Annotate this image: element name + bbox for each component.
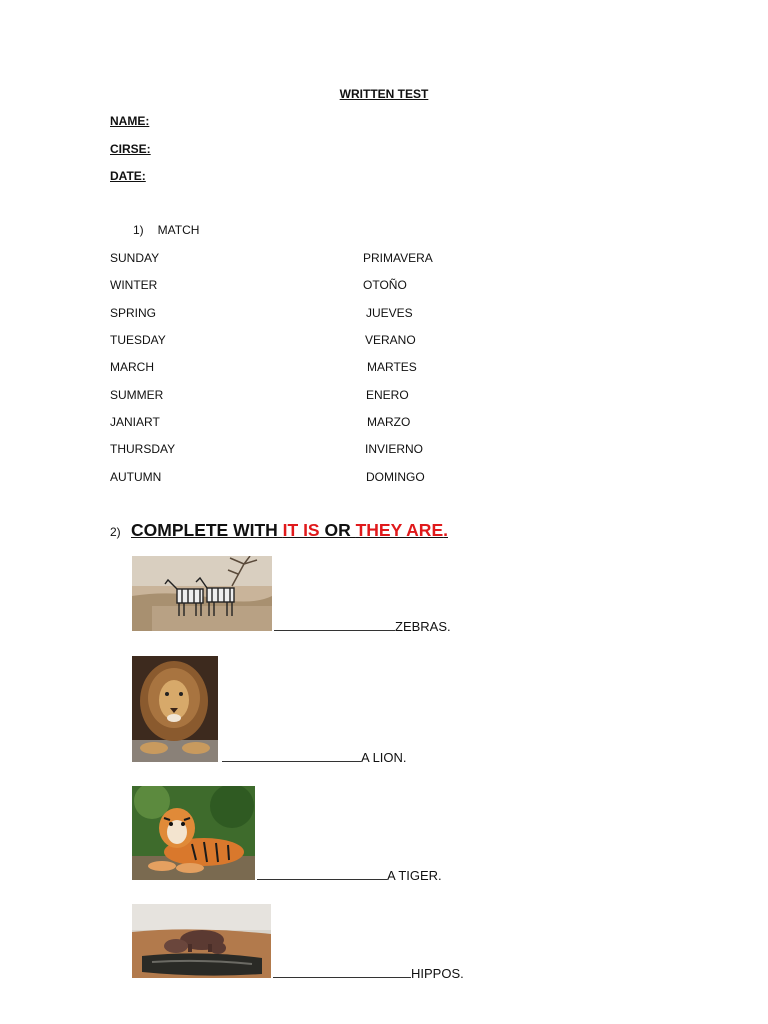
match-left-item: JANIART	[110, 415, 160, 429]
answer-line-lion	[222, 749, 407, 765]
heading-text: OR	[319, 520, 356, 540]
match-left-item: AUTUMN	[110, 470, 162, 484]
match-right-item: ENERO	[366, 388, 409, 402]
heading-they-are: THEY ARE	[355, 520, 444, 540]
match-left-item: WINTER	[110, 278, 158, 292]
match-left-item: SPRING	[110, 306, 157, 320]
match-right-item: MARTES	[367, 360, 417, 374]
section-1-title: MATCH	[157, 223, 200, 237]
heading-it-is: IT IS	[282, 520, 320, 540]
answer-blank[interactable]	[273, 965, 411, 978]
match-left-item: TUESDAY	[110, 333, 166, 347]
answer-text: HIPPOS.	[411, 966, 464, 981]
match-right-item: DOMINGO	[366, 470, 425, 484]
answer-blank[interactable]	[274, 618, 395, 631]
match-left-item: SUNDAY	[110, 251, 160, 265]
course-field-label: CIRSE:	[110, 142, 151, 156]
match-right-item: PRIMAVERA	[363, 251, 433, 265]
answer-blank[interactable]	[222, 749, 361, 762]
answer-text: A LION.	[361, 750, 407, 765]
answer-blank[interactable]	[257, 867, 387, 880]
heading-text: COMPLETE WITH	[131, 520, 283, 540]
section-2-number: 2)	[110, 525, 121, 539]
match-right-item: MARZO	[367, 415, 411, 429]
heading-period: .	[443, 520, 448, 540]
name-field-label: NAME:	[110, 114, 150, 128]
match-right-item: VERANO	[365, 333, 416, 347]
hippos-photo	[132, 904, 271, 978]
match-right-item: OTOÑO	[363, 278, 407, 292]
answer-text: ZEBRAS.	[395, 619, 451, 634]
section-1-number: 1)	[133, 223, 144, 237]
section-2-heading	[131, 520, 448, 541]
answer-line-hippos	[273, 965, 464, 981]
lion-photo	[132, 656, 218, 762]
zebras-photo	[132, 556, 272, 631]
date-field-label: DATE:	[110, 169, 146, 183]
match-left-item: MARCH	[110, 360, 154, 374]
tiger-photo	[132, 786, 255, 880]
match-right-item: JUEVES	[366, 306, 413, 320]
match-left-item: SUMMER	[110, 388, 164, 402]
page-title: WRITTEN TEST	[339, 87, 429, 101]
section-1-heading	[133, 223, 199, 237]
match-left-item: THURSDAY	[110, 442, 176, 456]
answer-text: A TIGER.	[387, 868, 442, 883]
answer-line-zebras	[274, 618, 451, 634]
match-right-item: INVIERNO	[365, 442, 424, 456]
answer-line-tiger	[257, 867, 442, 883]
